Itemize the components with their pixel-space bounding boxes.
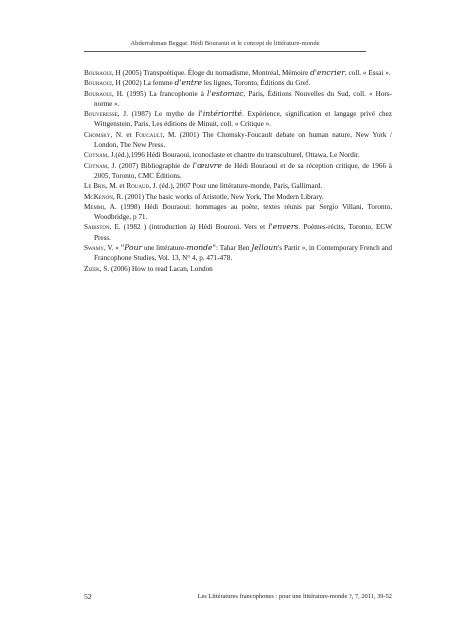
bib-italic: l'œuvre — [192, 160, 222, 170]
bib-text: , H (2005) Transpoétique. Éloge du nomadisme, Montréal, Mémoire — [111, 69, 311, 77]
header-rule — [84, 51, 366, 52]
bib-author: Bouveresse — [84, 110, 118, 119]
bib-entry — [84, 202, 392, 223]
bib-author: Cotnam — [84, 151, 108, 160]
bib-author: Zizek — [84, 264, 100, 273]
bib-entry — [84, 150, 392, 160]
bib-author: Cotnam — [84, 161, 108, 170]
bib-entry — [84, 222, 392, 243]
bib-coauthor: Rouaud — [126, 182, 150, 191]
bib-coauthor: Foucault — [135, 130, 163, 139]
bib-text: , J. (2007) Bibliographie de — [107, 161, 193, 170]
bib-text: , E. (1982 ) (introduction à) Hédi Bouroui. Vers et — [109, 223, 269, 232]
bib-text: , H. (1995) La francophonie à — [111, 89, 208, 98]
bib-text: une littérature- — [142, 244, 187, 253]
bib-author: Bouraoui — [84, 69, 112, 77]
bib-author: Bouraoui — [84, 79, 112, 88]
bib-entry — [84, 243, 392, 264]
bib-entry — [84, 161, 392, 182]
bib-entry — [84, 181, 392, 191]
bib-author: Swamy — [84, 244, 104, 253]
bib-entry — [84, 89, 392, 110]
bib-entry — [84, 109, 392, 130]
bib-text: , M. et — [105, 182, 127, 191]
bib-entry — [84, 68, 392, 78]
bib-italic: d'encrier — [310, 68, 345, 77]
bib-text: . Poèmes-récits, Toronto, ECW Press. — [94, 223, 393, 242]
bib-italic: Jelloun — [251, 243, 279, 253]
bib-author: McKenon — [84, 192, 113, 201]
bib-text: , V. « — [103, 244, 121, 253]
bib-text: , J. (1987) Le mythe de — [117, 110, 199, 119]
bib-italic: monde" — [186, 243, 217, 253]
bib-author: Chomsky — [84, 130, 111, 139]
bib-text: de Hédi Bouraoui et de sa réception critique, de 1966 à 2005, Toronto, CMC Éditions. — [94, 161, 392, 180]
bib-text: , Paris, Éditions Nouvelles du Sud, coll. « Hors-norme ». — [94, 89, 392, 108]
bib-entry — [84, 78, 392, 88]
bib-text: , J. (éd.), 2007 Pour une littérature-monde, Paris, Gallimard. — [149, 182, 323, 191]
bib-italic: l'envers — [268, 222, 299, 232]
bib-author: Memmi — [84, 202, 105, 211]
bib-italic: l'intériorité — [198, 109, 242, 119]
bib-text: les lignes, Toronto, Éditions du Gref. — [202, 79, 311, 88]
bib-text: , M. (2001) The Chomsky-Foucault debate on human nature, New York / London, The New Press. — [94, 130, 392, 150]
bib-italic: l'estomac — [207, 88, 244, 98]
running-header: Abderrahman Beggar. Hédi Bouraoui et le concept de littérature-monde — [130, 40, 320, 47]
bib-text: , H (2002) La femme — [111, 79, 175, 88]
bib-text: , S. (2006) How to read Lacan, London — [99, 264, 213, 273]
bib-author: Sabiston — [84, 223, 110, 232]
bibliography-list — [84, 68, 392, 274]
bib-text: : Tahar Ben — [216, 244, 252, 253]
bib-entry — [84, 264, 392, 274]
journal-footer: Les Littératures francophones : pour une littérature-monde ?, 7, 2011, 39-52 — [197, 593, 392, 600]
bib-italic: d'entre — [174, 78, 203, 88]
bib-entry — [84, 130, 392, 151]
bib-entry — [84, 192, 392, 202]
bib-author: Le Bris — [84, 182, 106, 191]
bib-text: . Expérience, signification et langage privé chez Wittgenstein, Paris, Les éditions de Minuit, coll. « Critique ». — [94, 110, 392, 129]
page-number: 52 — [84, 592, 92, 601]
bib-text: , N. et — [110, 130, 136, 139]
bib-text: , R. (2001) The basic works of Aristotle, New York, The Modern Library. — [112, 192, 324, 201]
bib-text: , J.(éd.),1996 Hédi Bouraoui, iconoclaste et chantre du transculturel, Ottawa, Le Nordir. — [107, 151, 360, 160]
bib-text: , A. (1998) Hédi Bouraoui: hommages au poète, textes réunis par Sergio Villani, Toronto, Woodbridge, p 71. — [94, 202, 392, 222]
bib-italic: "Pour — [120, 243, 143, 253]
bib-author: Bouraoui — [84, 89, 112, 98]
bib-text: , coll. « Essai ». — [344, 69, 391, 77]
bib-text: 's Partir », in Contemporary French and Francophone Studies, Vol. 13, N° 4, p. 471-478. — [94, 244, 392, 263]
